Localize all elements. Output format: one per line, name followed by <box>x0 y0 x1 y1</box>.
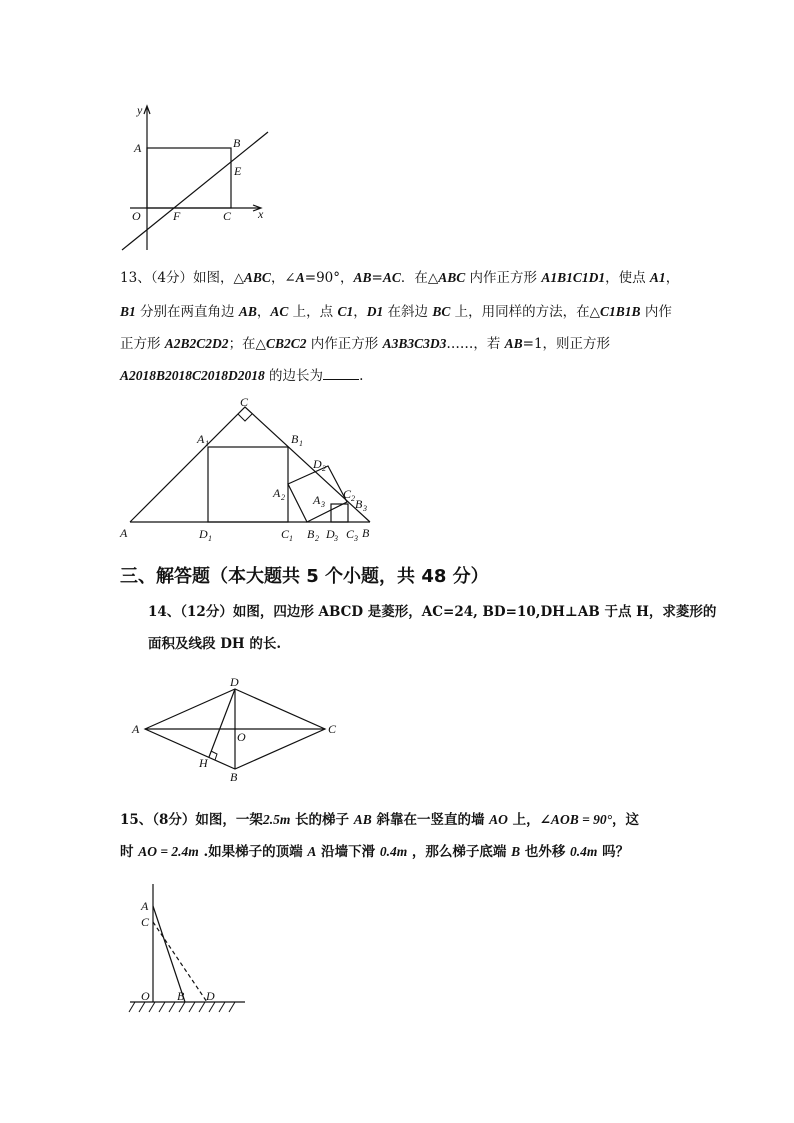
figure-q14-rhombus <box>125 675 355 785</box>
svg-text:B: B <box>355 497 363 511</box>
svg-text:2: 2 <box>322 464 326 473</box>
svg-text:A: A <box>141 899 149 913</box>
svg-text:1: 1 <box>205 439 209 448</box>
svg-text:C: C <box>343 487 352 501</box>
svg-text:D: D <box>199 527 208 541</box>
label-A: A <box>134 141 142 155</box>
svg-text:C: C <box>328 722 337 736</box>
svg-text:1: 1 <box>289 534 293 543</box>
q13-line-2: B1 分别在两直角边 AB，AC 上，点 C1，D1 在斜边 BC 上，用同样的方法，在△C1B1B 内作 <box>120 304 672 320</box>
svg-text:3: 3 <box>321 500 325 509</box>
svg-text:D: D <box>206 989 215 1003</box>
svg-text:A: A <box>273 486 281 500</box>
svg-text:O: O <box>237 730 246 744</box>
svg-text:3: 3 <box>363 504 367 513</box>
svg-text:D: D <box>313 457 322 471</box>
svg-text:B: B <box>230 770 238 784</box>
svg-text:B: B <box>291 432 299 446</box>
svg-text:A: A <box>120 526 128 540</box>
label-x: x <box>258 207 264 221</box>
q15-line-2: 时 AO = 2.4m .如果梯子的顶端 A 沿墙下滑 0.4m ，那么梯子底端 B 也外移 0.4m 吗？ <box>120 844 630 860</box>
svg-text:A: A <box>132 722 140 736</box>
svg-text:1: 1 <box>299 439 303 448</box>
section-heading: 三、解答题（本大题共 5 个小题，共 48 分） <box>120 566 489 587</box>
svg-text:B: B <box>177 989 185 1003</box>
svg-text:D: D <box>230 675 239 689</box>
svg-text:B: B <box>362 526 370 540</box>
q15-line-1: 15、（8分）如图，一架2.5m 长的梯子 AB 斜靠在一竖直的墙 AO 上，∠AOB = 90°，这 <box>120 812 640 828</box>
figure-q15-ladder <box>125 880 255 1020</box>
svg-text:O: O <box>141 989 150 1003</box>
q13-line-1: 13、（4分）如图，△ABC，∠A=90°，AB=AC．在△ABC 内作正方形 A1B1C1D1，使点 A1， <box>120 270 680 286</box>
svg-text:C: C <box>346 527 355 541</box>
answer-blank[interactable] <box>323 367 359 380</box>
q13-line-4: A2018B2018C2018D2018 的边长为 . <box>120 368 364 384</box>
svg-text:1: 1 <box>208 534 212 543</box>
svg-text:D: D <box>326 527 335 541</box>
svg-text:C: C <box>141 915 150 929</box>
svg-text:A: A <box>313 493 321 507</box>
svg-text:H: H <box>199 756 208 770</box>
svg-text:A: A <box>197 432 205 446</box>
q13-line-3: 正方形 A2B2C2D2；在△CB2C2 内作正方形 A3B3C3D3……，若 AB=1，则正方形 <box>120 336 611 352</box>
label-B: B <box>233 136 241 150</box>
svg-text:C: C <box>281 527 290 541</box>
svg-text:B: B <box>307 527 315 541</box>
q14-line-1: 14、（12分）如图，四边形 ABCD 是菱形，AC=24, BD=10,DH⊥AB 于点 H，求菱形的 <box>148 604 717 620</box>
label-F: F <box>173 209 181 223</box>
svg-text:2: 2 <box>281 493 285 502</box>
svg-text:3: 3 <box>354 534 358 543</box>
svg-text:2: 2 <box>315 534 319 543</box>
label-y: y <box>137 103 143 117</box>
label-O: O <box>132 209 141 223</box>
svg-text:2: 2 <box>351 494 355 503</box>
label-C-top: C <box>240 395 249 409</box>
label-C: C <box>223 209 232 223</box>
svg-text:3: 3 <box>334 534 338 543</box>
figure-q13-squares <box>115 392 385 552</box>
q14-line-2: 面积及线段 DH 的长. <box>148 636 282 652</box>
figure-q12-coordinate <box>110 100 280 260</box>
label-E: E <box>234 164 242 178</box>
